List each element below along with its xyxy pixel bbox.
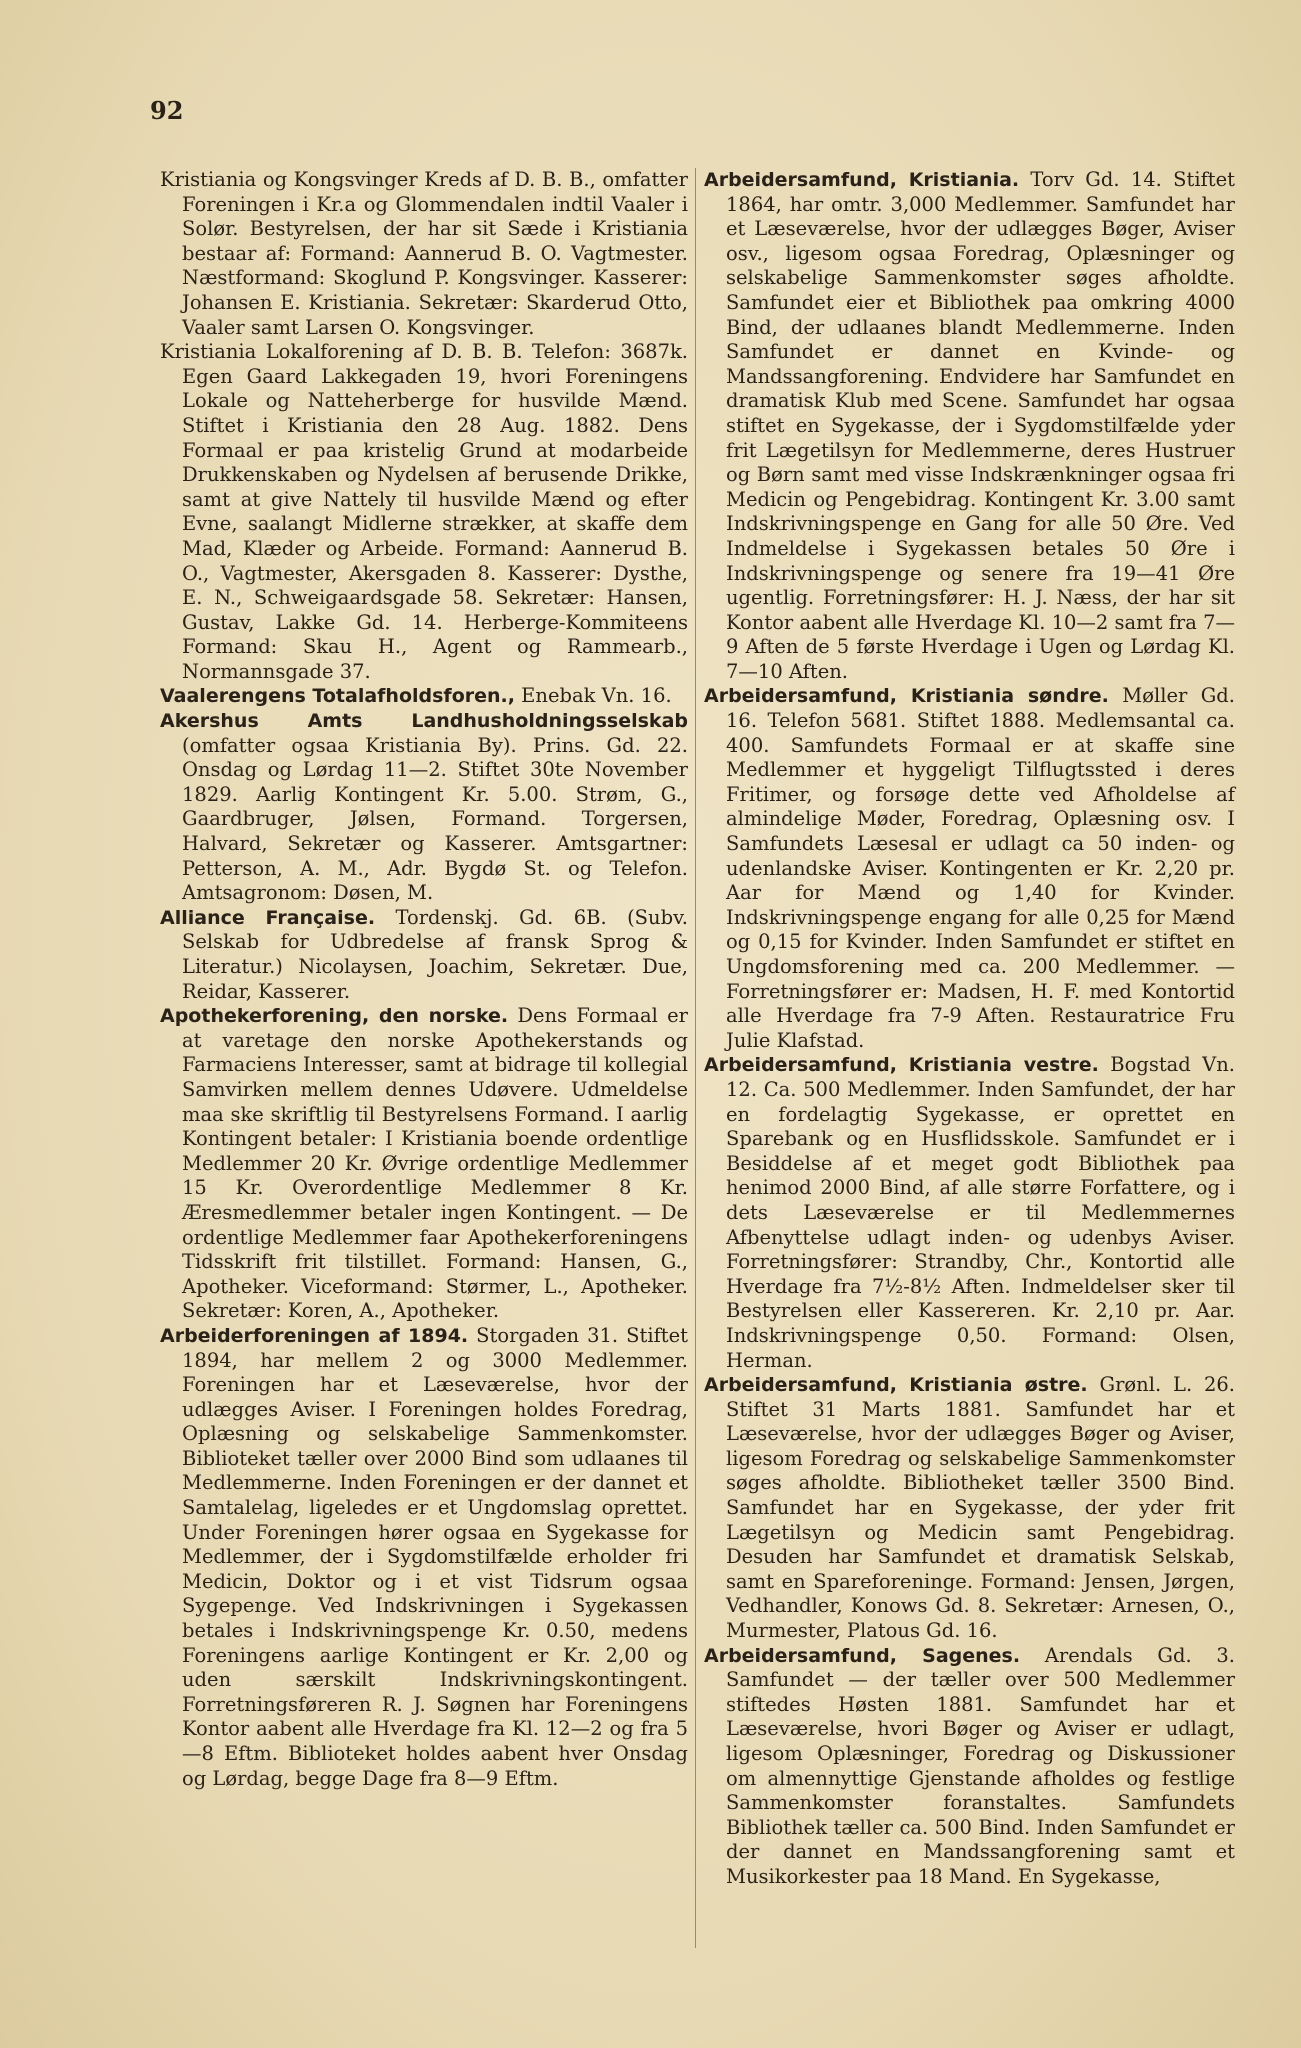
entry [160,168,688,340]
entry [704,168,1235,684]
entry-name: Arbeidersamfund, Sagenes. [704,1644,1021,1667]
entry-text: Torv Gd. 14. Stiftet 1864, har omtr. 3,000 Medlemmer. Samfundet har et Læseværelse, hvor der udlægges Bøger, Aviser osv., ligesom ogsaa Foredrag, Oplæsninger og selskabelige Sammenkomster søges afholdte. Samfundet eier et Bibliothek paa omkring 4000 Bind, der udlaanes blandt Medlemmerne. Inden Samfundet er dannet en Kvinde- og Mandssangforening. Endvidere har Samfundet en dramatisk Klub med Scene. Samfundet har ogsaa stiftet en Sygekasse, der i Sygdomstilfælde yder frit Lægetilsyn for Medlemmerne, deres Hustruer og Børn samt med visse Indskrænkninger ogsaa fri Medicin og Pengebidrag. Kontingent Kr. 3.00 samt Indskrivningspenge en Gang for alle 50 Øre. Ved Indmeldelse i Sygekassen betales 50 Øre i Indskrivningspenge og senere fra 19—41 Øre ugentlig. Forretningsfører: H. J. Næss, der har sit Kontor aabent alle Hverdage Kl. 10—2 samt fra 7—9 Aften de 5 første Hverdage i Ugen og Lørdag Kl. 7—10 Aften. [726,168,1235,683]
entry-text: Enebak Vn. 16. [514,684,672,708]
entry [160,709,688,906]
page-number: 92 [150,96,184,125]
entry [160,1324,688,1791]
entry-text: Grønl. L. 26. Stiftet 31 Marts 1881. Samfundet har et Læseværelse, hvor der udlægges Bøger og Aviser, ligesom Foredrag og selskabelige Sammenkomster søges afholdte. Bibliotheket tæller 3500 Bind. Samfundet har en Sygekasse, der yder frit Lægetilsyn og Medicin samt Pengebidrag. Desuden har Samfundet et dramatisk Selskab, samt en Spareforeninge. Formand: Jensen, Jørgen, Vedhandler, Konows Gd. 8. Sekretær: Arnesen, O., Murmester, Platous Gd. 16. [726,1373,1236,1643]
entry-name: Arbeidersamfund, Kristiania søndre. [704,685,1109,708]
entry [704,1373,1235,1644]
entry [160,340,688,684]
right-column [704,168,1235,1890]
entry-name: Arbeidersamfund, Kristiania. [704,169,1020,191]
entry-name: Vaalerengens Totalafholdsforen., [160,685,515,708]
entry-name: Arbeidersamfund, Kristiania vestre. [704,1054,1099,1077]
entry-name: Alliance Française. [160,906,376,929]
entry-text: Tordenskj. Gd. 6B. (Subv. Selskab for Udbredelse af fransk Sprog & Literatur.) Nicolaysen, Joachim, Sekretær. Due, Reidar, Kasserer. [182,905,688,1003]
entry [704,1644,1235,1890]
entry-name: Arbeiderforeningen af 1894. [160,1324,469,1347]
left-column [160,168,688,1791]
entry [160,906,688,1004]
entry-text: Dens Formaal er at varetage den norske Apothekerstands og Farmaciens Interesser, samt at bidrage til kollegial Samvirken mellem dennes Udøvere. Udmeldelse maa ske skriftlig til Bestyrelsens Formand. I aarlig Kontingent betaler: I Kristiania boende ordentlige Medlemmer 20 Kr. Øvrige ordentlige Medlemmer 15 Kr. Overordentlige Medlemmer 8 Kr. Æresmedlemmer betaler ingen Kontingent. — De ordentlige Medlemmer faar Apothekerforeningens Tidsskrift frit tilstillet. Formand: Hansen, G., Apotheker. Viceformand: Størmer, L., Apotheker. Sekretær: Koren, A., Apotheker. [182,1004,688,1323]
entry [160,684,688,709]
entry-text: Bogstad Vn. 12. Ca. 500 Medlemmer. Inden Samfundet, der har en fordelagtig Sygekasse, er oprettet en Sparebank og en Husflidsskole. Samfundet er i Besiddelse af et meget godt Bibliothek paa henimod 2000 Bind, af alle større Forfattere, og i dets Læseværelse er til Medlemmernes Afbenyttelse udlagt inden- og udenbys Aviser. Forretningsfører: Strandby, Chr., Kontortid alle Hverdage fra 7½-8½ Aften. Indmeldelser sker til Bestyrelsen eller Kassereren. Kr. 2,10 pr. Aar. Indskrivningspenge 0,50. Formand: Olsen, Herman. [726,1053,1235,1372]
entry-text: Kristiania Lokalforening af D. B. B. Telefon: 3687k. Egen Gaard Lakkegaden 19, hvori Foreningens Lokale og Natteherberge for husvilde Mænd. Stiftet i Kristiania den 28 Aug. 1882. Dens Formaal er paa kristelig Grund at modarbeide Drukkenskaben og Nydelsen af berusende Drikke, samt at give Nattely til husvilde Mænd og efter Evne, saalangt Midlerne strækker, at skaffe dem Mad, Klæder og Arbeide. Formand: Aannerud B. O., Vagtmester, Akersgaden 8. Kasserer: Dysthe, E. N., Schweigaardsgade 58. Sekretær: Hansen, Gustav, Lakke Gd. 14. Herberge-Kommiteens Formand: Skau H., Agent og Rammearb., Normannsgade 37. [160,340,688,683]
entry-name: Arbeidersamfund, Kristiania østre. [704,1374,1088,1397]
entry-name: Apothekerforening, den norske. [160,1005,509,1028]
entry-text: Storgaden 31. Stiftet 1894, har mellem 2 og 3000 Medlemmer. Foreningen har et Læseværelse, hvor der udlægges Aviser. I Foreningen holdes Foredrag, Oplæsning og selskabelige Sammenkomster. Biblioteket tæller over 2000 Bind som udlaanes til Medlemmerne. Inden Foreningen er der dannet et Samtalelag, ligeledes er et Ungdomslag oprettet. Under Foreningen hører ogsaa en Sygekasse for Medlemmer, der i Sygdomstilfælde erholder fri Medicin, Doktor og i et vist Tidsrum ogsaa Sygepenge. Ved Indskrivningen i Sygekassen betales i Indskrivningspenge Kr. 0.50, medens Foreningens aarlige Kontingent er Kr. 2,00 og uden særskilt Indskrivningskontingent. Forretningsføreren R. J. Søgnen har Foreningens Kontor aabent alle Hverdage fra Kl. 12—2 og fra 5—8 Eftm. Biblioteket holdes aabent hver Onsdag og Lørdag, begge Dage fra 8—9 Eftm. [182,1323,688,1790]
entry-text: Arendals Gd. 3. Samfundet — der tæller over 500 Medlemmer stiftedes Høsten 1881. Samfundet har et Læseværelse, hvori Bøger og Aviser er udlagt, ligesom Oplæsninger, Foredrag og Diskussioner om almennyttige Gjenstande afholdes og festlige Sammenkomster foranstaltes. Samfundets Bibliothek tæller ca. 500 Bind. Inden Samfundet er der dannet en Mandssangforening samt et Musikorkester paa 18 Mand. En Sygekasse, [726,1643,1235,1888]
entry-name: Akershus Amts Landhusholdningsselskab [160,710,688,733]
entry [704,1053,1235,1373]
entry [160,1004,688,1324]
entry-text: Møller Gd. 16. Telefon 5681. Stiftet 1888. Medlemsantal ca. 400. Samfundets Formaal er at skaffe sine Medlemmer et hyggeligt Tilflugtssted i deres Fritimer, og forsøge dette ved Afholdelse af almindelige Møder, Foredrag, Oplæsning osv. I Samfundets Læsesal er udlagt ca 50 inden- og udenlandske Aviser. Kontingenten er Kr. 2,20 pr. Aar for Mænd og 1,40 for Kvinder. Indskrivningspenge engang for alle 0,25 for Mænd og 0,15 for Kvinder. Inden Samfundet er stiftet en Ungdomsforening med ca. 200 Medlemmer. — Forretningsfører er: Madsen, H. F. med Kontortid alle Hverdage fra 7-9 Aften. Restauratrice Fru Julie Klafstad. [726,684,1235,1052]
entry-text: (omfatter ogsaa Kristiania By). Prins. Gd. 22. Onsdag og Lørdag 11—2. Stiftet 30te November 1829. Aarlig Kontingent Kr. 5.00. Strøm, G., Gaardbruger, Jølsen, Formand. Torgersen, Halvard, Sekretær og Kasserer. Amtsgartner: Petterson, A. M., Adr. Bygdø St. og Telefon. Amtsagronom: Døsen, M. [182,733,688,905]
entry-text: Kristiania og Kongsvinger Kreds af D. B. B., omfatter Foreningen i Kr.a og Glommendalen indtil Vaaler i Solør. Bestyrelsen, der har sit Sæde i Kristiania bestaar af: Formand: Aannerud B. O. Vagtmester. Næstformand: Skoglund P. Kongsvinger. Kasserer: Johansen E. Kristiania. Sekretær: Skarderud Otto, Vaaler samt Larsen O. Kongsvinger. [160,168,688,339]
column-divider [695,168,696,1948]
entry [704,684,1235,1053]
